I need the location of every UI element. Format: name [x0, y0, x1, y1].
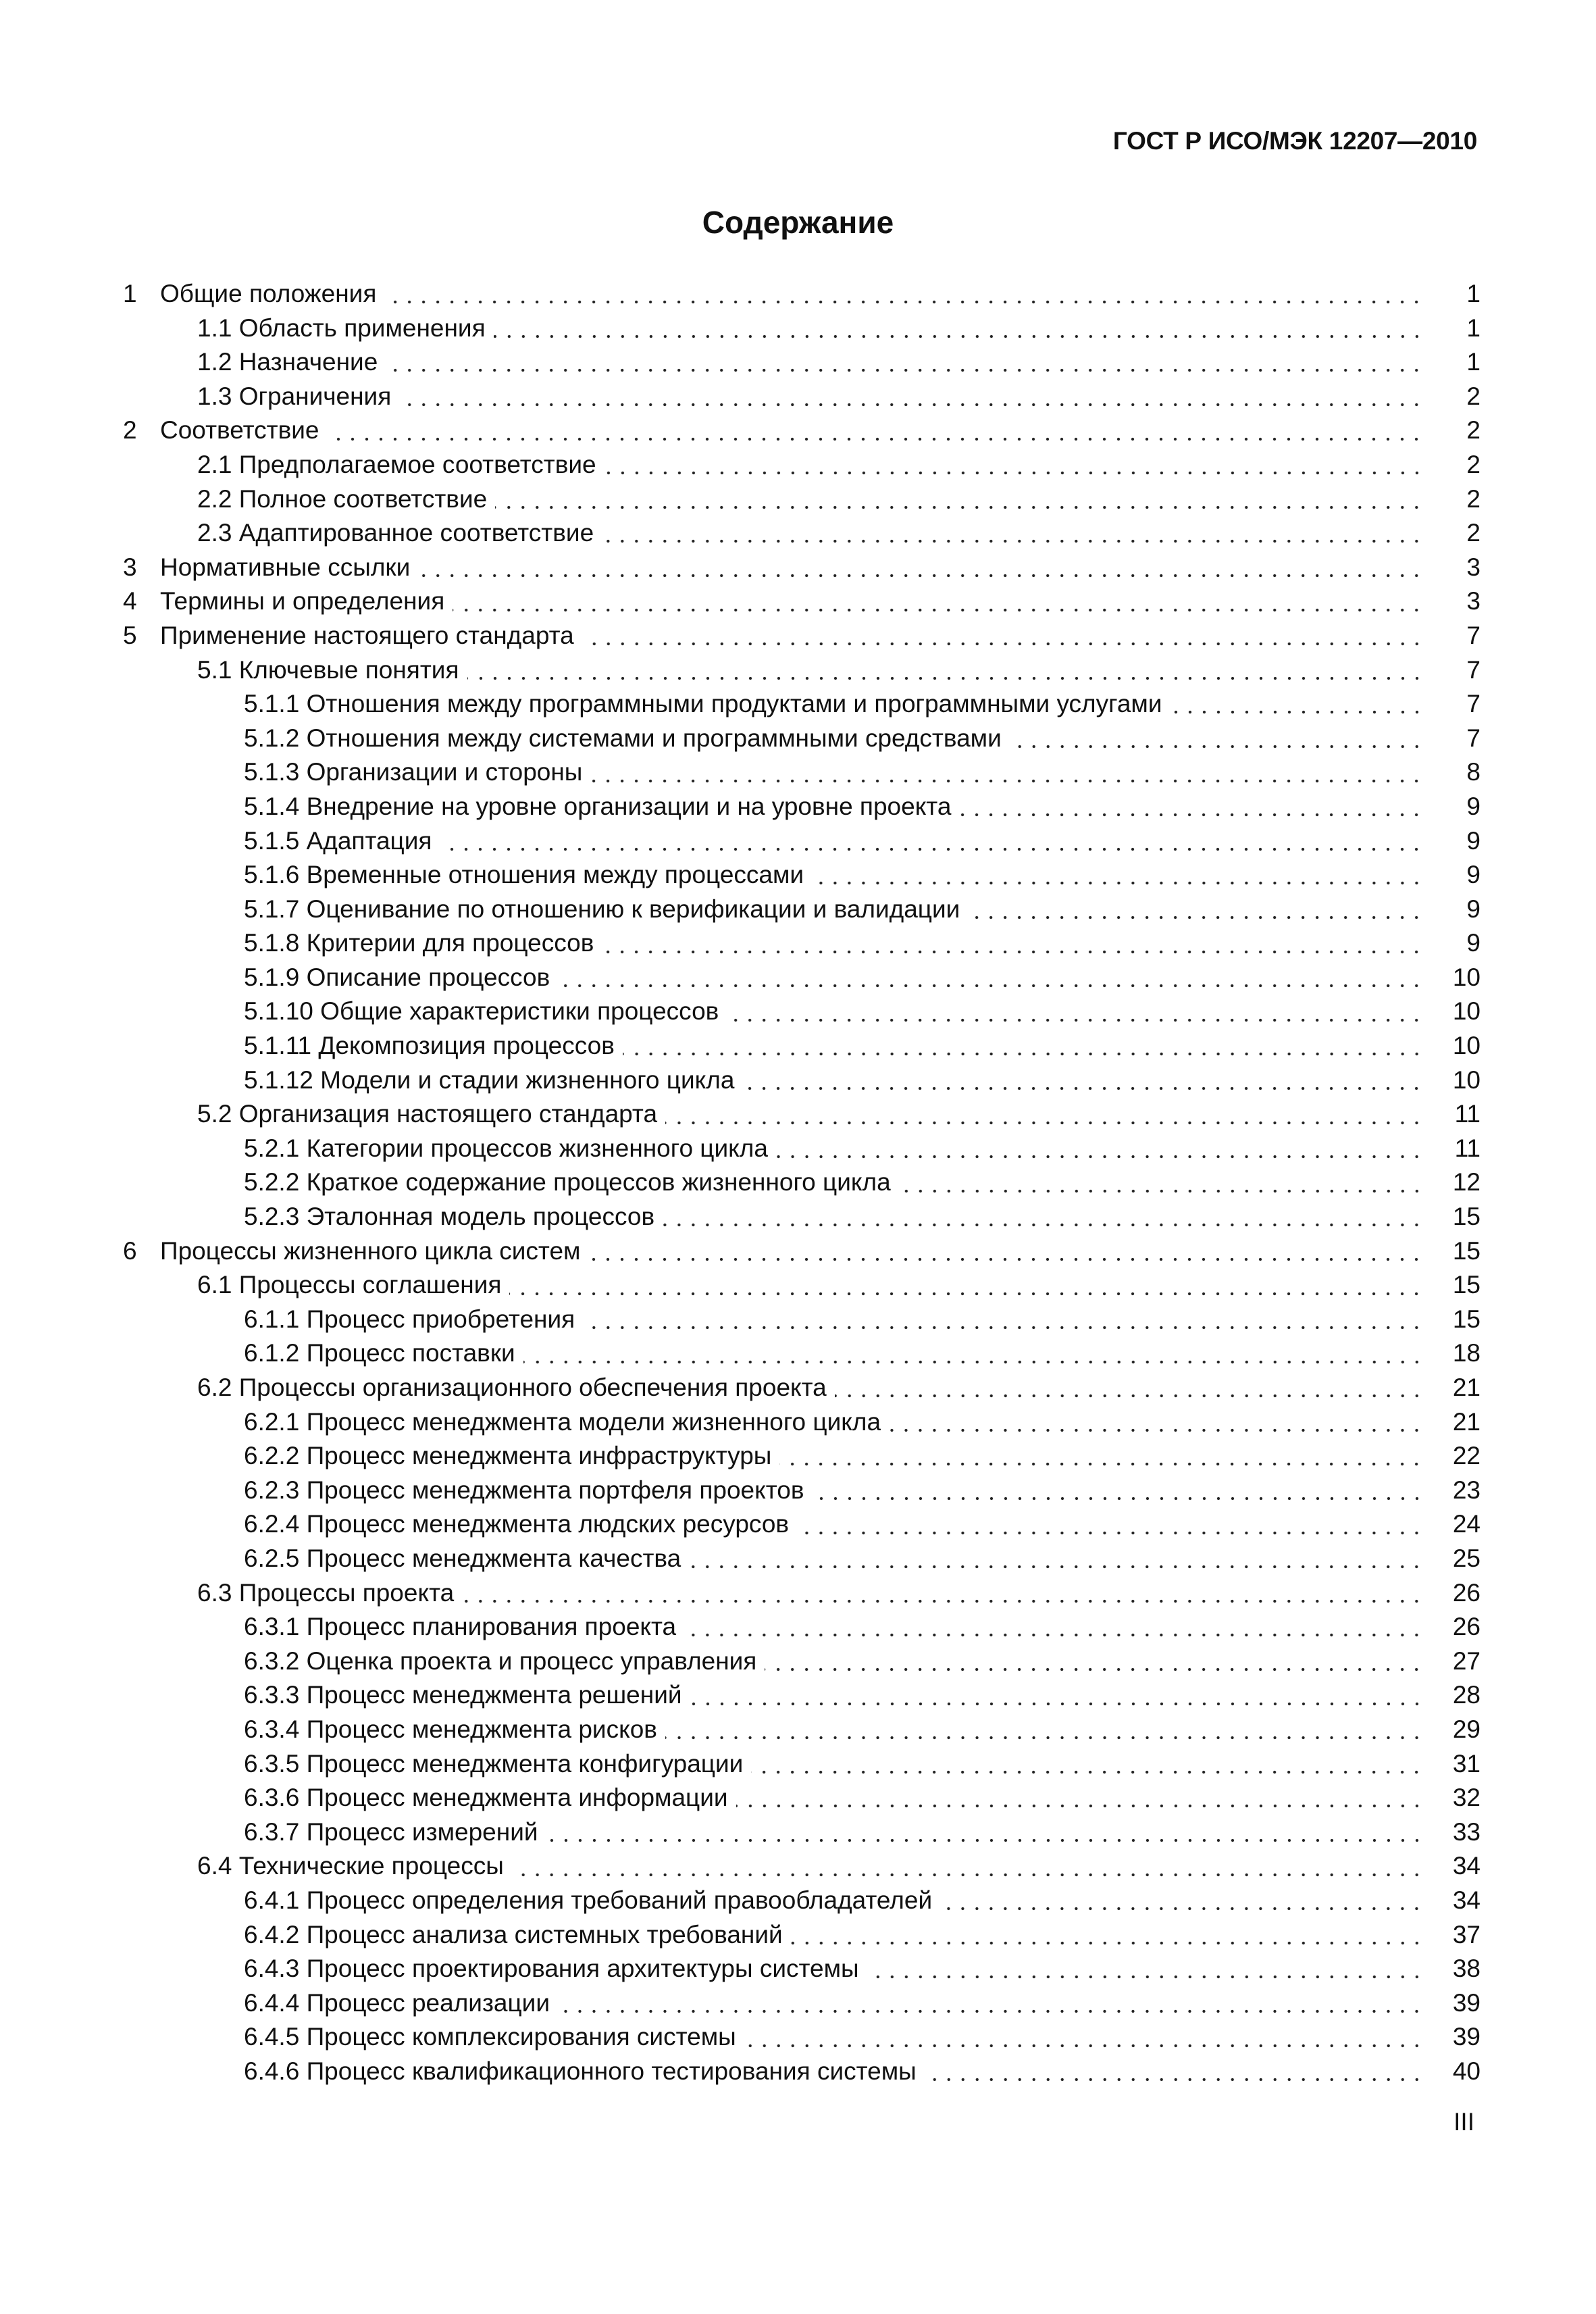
toc-page-number: 29 [1452, 1715, 1481, 1743]
dot-leader [523, 1359, 1424, 1365]
toc-page-number: 9 [1466, 861, 1481, 889]
toc-entry[interactable] [123, 653, 1481, 688]
toc-page-number: 34 [1452, 1886, 1481, 1914]
toc-entry-title: 5.1.5 Адаптация [244, 826, 432, 855]
dot-leader [509, 1291, 1424, 1297]
toc-entry-title: 5.1.11 Декомпозиция процессов [244, 1032, 615, 1060]
toc-page-number: 21 [1452, 1407, 1481, 1436]
toc-page-number: 8 [1466, 758, 1481, 786]
toc-entry-title: 5.2.2 Краткое содержание процессов жизненного цикла [244, 1168, 891, 1197]
dot-leader [546, 1838, 1424, 1843]
toc-entry-title: Нормативные ссылки [160, 553, 411, 581]
toc-entry-title: 6.1 Процессы соглашения [197, 1271, 502, 1299]
dot-leader [440, 847, 1424, 852]
toc-entry[interactable] [123, 722, 1481, 756]
toc-page-number: 23 [1452, 1476, 1481, 1504]
toc-entry[interactable] [123, 1849, 1481, 1884]
page-number: III [1453, 2108, 1474, 2136]
dot-leader [776, 1154, 1424, 1159]
toc-entry[interactable] [123, 2055, 1481, 2089]
dot-leader [590, 778, 1424, 784]
dot-leader [512, 1872, 1424, 1878]
dot-leader [689, 1564, 1424, 1569]
dot-leader [327, 436, 1424, 442]
toc-entry[interactable] [123, 277, 1481, 311]
dot-leader [604, 470, 1424, 476]
toc-entry[interactable] [123, 858, 1481, 892]
toc-entry-title: 6.4.2 Процесс анализа системных требований [244, 1920, 783, 1948]
toc-entry-title: 2.3 Адаптированное соответствие [197, 519, 594, 547]
dot-leader [835, 1393, 1424, 1399]
toc-entry[interactable] [123, 1542, 1481, 1576]
toc-entry-title: 6.4.4 Процесс реализации [244, 1988, 550, 2017]
dot-leader [384, 299, 1424, 305]
toc-page-number: 2 [1466, 450, 1481, 478]
toc-entry-title: 6.4.1 Процесс определения требований правообладателей [244, 1886, 933, 1914]
toc-entry-title: 6.4.3 Процесс проектирования архитектуры системы [244, 1955, 859, 1983]
toc-page-number: 3 [1466, 587, 1481, 615]
toc-page-number: 15 [1452, 1305, 1481, 1333]
toc-page-number: 21 [1452, 1374, 1481, 1401]
toc-entry[interactable] [123, 2020, 1481, 2055]
dot-leader [684, 1632, 1424, 1638]
toc-entry[interactable] [123, 619, 1481, 653]
toc-entry[interactable] [123, 1644, 1481, 1679]
toc-entry-title: 6.3.7 Процесс измерений [244, 1817, 538, 1846]
dot-leader [623, 1051, 1424, 1057]
toc-entry-title: 5.1.9 Описание процессов [244, 963, 550, 991]
toc-entry[interactable] [123, 413, 1481, 448]
toc-page-number: 31 [1452, 1749, 1481, 1778]
toc-entry-title: 6.4.6 Процесс квалификационного тестирования системы [244, 2057, 917, 2085]
toc-entry-title: Термины и определения [160, 587, 445, 615]
toc-entry-title: 6.3.2 Оценка проекта и процесс управления [244, 1646, 757, 1675]
toc-page-number: 10 [1452, 997, 1481, 1026]
toc-entry[interactable] [123, 1884, 1481, 1918]
toc-page-number: 10 [1452, 1032, 1481, 1060]
dot-leader [386, 368, 1424, 373]
toc-page-number: 39 [1452, 2023, 1481, 2051]
toc-entry[interactable] [123, 551, 1481, 585]
dot-leader [690, 1701, 1424, 1707]
toc-entry-title: 6.2.4 Процесс менеджмента людских ресурсов [244, 1510, 790, 1538]
dot-leader [494, 334, 1424, 339]
toc-entry-title: 5.1 Ключевые понятия [197, 655, 459, 684]
dot-leader [665, 1735, 1424, 1740]
dot-leader [744, 2043, 1424, 2048]
dot-leader [588, 1257, 1424, 1262]
toc-entry-title: 5.1.4 Внедрение на уровне организации и на уровне проекта [244, 792, 952, 820]
toc-entry-title: 5.2.3 Эталонная модель процессов [244, 1203, 655, 1231]
dot-leader [736, 1803, 1424, 1809]
dot-leader [602, 538, 1424, 544]
toc-entry-title: 6.2.1 Процесс менеджмента модели жизненного цикла [244, 1407, 881, 1436]
toc-page-number: 24 [1452, 1510, 1481, 1538]
toc-page-number: 9 [1466, 792, 1481, 820]
toc-entry-title: 1.3 Ограничения [197, 382, 392, 410]
dot-leader [453, 607, 1424, 613]
toc-entry-title: 5.1.6 Временные отношения между процессами [244, 861, 804, 889]
toc-page-number: 9 [1466, 826, 1481, 855]
toc-entry[interactable] [123, 1165, 1481, 1200]
toc-entry[interactable] [123, 1336, 1481, 1371]
toc-entry[interactable] [123, 1747, 1481, 1782]
toc-entry[interactable] [123, 516, 1481, 551]
dot-leader [925, 2077, 1424, 2082]
toc-page-number: 25 [1452, 1544, 1481, 1572]
toc-entry[interactable] [123, 1986, 1481, 2021]
toc-entry-title: 6.1.2 Процесс поставки [244, 1339, 515, 1367]
toc-entry[interactable] [123, 1610, 1481, 1644]
toc-page-number: 7 [1466, 621, 1481, 649]
dot-leader [765, 1667, 1424, 1672]
toc-page-number: 40 [1452, 2057, 1481, 2085]
dot-leader [467, 676, 1424, 681]
toc-entry-title: 5.1.12 Модели и стадии жизненного цикла [244, 1065, 735, 1094]
toc-entry-title: 1.2 Назначение [197, 348, 378, 376]
dot-leader [399, 402, 1424, 407]
toc-entry-title: 6.3.3 Процесс менеджмента решений [244, 1681, 682, 1709]
toc-page-number: 7 [1466, 724, 1481, 752]
toc-entry[interactable] [123, 1200, 1481, 1234]
toc-entry[interactable] [123, 1507, 1481, 1542]
toc-entry-title: Соответствие [160, 416, 319, 445]
toc-page-number: 2 [1466, 416, 1481, 445]
dot-leader [582, 641, 1424, 647]
toc-page-number: 12 [1452, 1168, 1481, 1197]
toc-page-number: 3 [1466, 553, 1481, 581]
toc-entry[interactable] [123, 961, 1481, 995]
toc-entry-title: 5.2.1 Категории процессов жизненного цикла [244, 1134, 768, 1162]
toc-page-number: 1 [1466, 313, 1481, 342]
toc-entry[interactable] [123, 1952, 1481, 1986]
toc-entry-title: 6.3.5 Процесс менеджмента конфигурации [244, 1749, 744, 1778]
toc-page-number: 15 [1452, 1203, 1481, 1231]
dot-leader [727, 1017, 1424, 1023]
toc-entry[interactable] [123, 1268, 1481, 1303]
toc-entry[interactable] [123, 1576, 1481, 1611]
dot-leader [812, 880, 1424, 886]
toc-page-number: 1 [1466, 348, 1481, 376]
toc-entry[interactable] [123, 1713, 1481, 1747]
toc-page-number: 28 [1452, 1681, 1481, 1709]
toc-entry[interactable] [123, 1474, 1481, 1508]
toc-entry[interactable] [123, 584, 1481, 619]
dot-leader [495, 505, 1424, 510]
toc-page-number: 9 [1466, 895, 1481, 923]
dot-leader [899, 1188, 1424, 1194]
toc-entry-title: 6.3.1 Процесс планирования проекта [244, 1613, 677, 1641]
dot-leader [751, 1769, 1424, 1775]
dot-leader [665, 1120, 1424, 1126]
toc-entry-title: 5.1.3 Организации и стороны [244, 758, 583, 786]
toc-entry[interactable] [123, 1132, 1481, 1166]
toc-entry[interactable] [123, 995, 1481, 1029]
toc-page-number: 10 [1452, 963, 1481, 991]
toc-page-number: 39 [1452, 1988, 1481, 2017]
dot-leader [1170, 709, 1424, 715]
dot-leader [558, 2009, 1424, 2014]
toc-page-number: 22 [1452, 1442, 1481, 1470]
toc-entry[interactable] [123, 1781, 1481, 1815]
toc-chapter-number: 4 [123, 587, 137, 615]
toc-page-number: 33 [1452, 1817, 1481, 1846]
toc-entry-title: 6.4.5 Процесс комплексирования системы [244, 2023, 736, 2051]
toc-entry[interactable] [123, 1815, 1481, 1850]
dot-leader [602, 949, 1424, 955]
toc-entry-title: 6.3.6 Процесс менеджмента информации [244, 1784, 728, 1812]
dot-leader [940, 1906, 1424, 1911]
dot-leader [1010, 744, 1424, 749]
dot-leader [791, 1940, 1424, 1946]
toc-chapter-number: 1 [123, 280, 137, 307]
toc-entry[interactable] [123, 1097, 1481, 1132]
dot-leader [418, 573, 1424, 578]
dot-leader [663, 1222, 1424, 1228]
toc-entry-title: 5.1.7 Оценивание по отношению к верификации и валидации [244, 895, 960, 923]
toc-page-number: 38 [1452, 1955, 1481, 1983]
toc-entry[interactable] [123, 1234, 1481, 1269]
toc-entry-title: 5.1.8 Критерии для процессов [244, 929, 594, 957]
toc-page-number: 26 [1452, 1613, 1481, 1641]
toc-entry[interactable] [123, 790, 1481, 824]
dot-leader [558, 983, 1424, 988]
dot-leader [779, 1461, 1424, 1467]
table-of-contents [123, 277, 1481, 2088]
toc-entry[interactable] [123, 380, 1481, 414]
toc-entry-title: 2.1 Предполагаемое соответствие [197, 450, 596, 478]
toc-entry-title: 2.2 Полное соответствие [197, 484, 488, 513]
dot-leader [867, 1974, 1424, 1980]
toc-page-number: 7 [1466, 690, 1481, 718]
toc-entry-title: Процессы жизненного цикла систем [160, 1236, 581, 1265]
toc-entry[interactable] [123, 482, 1481, 517]
toc-entry-title: 1.1 Область применения [197, 313, 486, 342]
toc-entry[interactable] [123, 1371, 1481, 1405]
toc-entry-title: 5.1.1 Отношения между программными продуктами и программными услугами [244, 690, 1162, 718]
dot-leader [813, 1496, 1424, 1501]
toc-page-number: 2 [1466, 519, 1481, 547]
toc-entry[interactable] [123, 755, 1481, 790]
toc-page-number: 15 [1452, 1236, 1481, 1265]
toc-entry-title: 6.3.4 Процесс менеджмента рисков [244, 1715, 657, 1743]
toc-entry-title: 5.1.2 Отношения между системами и программными средствами [244, 724, 1002, 752]
toc-page-number: 2 [1466, 382, 1481, 410]
toc-page-number: 32 [1452, 1784, 1481, 1812]
toc-entry[interactable] [123, 926, 1481, 961]
toc-entry-title: 6.3 Процессы проекта [197, 1578, 455, 1607]
toc-chapter-number: 5 [123, 621, 137, 649]
toc-entry[interactable] [123, 1063, 1481, 1098]
toc-entry[interactable] [123, 1303, 1481, 1337]
page-title: Содержание [702, 205, 894, 240]
toc-page-number: 34 [1452, 1852, 1481, 1880]
toc-entry[interactable] [123, 345, 1481, 380]
toc-entry[interactable] [123, 1405, 1481, 1440]
toc-entry-title: 5.2 Организация настоящего стандарта [197, 1100, 658, 1128]
dot-leader [968, 915, 1424, 920]
toc-entry[interactable] [123, 448, 1481, 482]
toc-entry[interactable] [123, 892, 1481, 927]
toc-entry-title: Общие положения [160, 280, 377, 307]
dot-leader [797, 1530, 1424, 1536]
toc-page-number: 11 [1454, 1134, 1481, 1162]
toc-page-number: 2 [1466, 484, 1481, 513]
toc-entry[interactable] [123, 824, 1481, 859]
document-code-header: ГОСТ Р ИСО/МЭК 12207—2010 [1112, 127, 1477, 155]
toc-page-number: 15 [1452, 1271, 1481, 1299]
toc-entry[interactable] [123, 1439, 1481, 1474]
toc-entry-title: 6.1.1 Процесс приобретения [244, 1305, 575, 1333]
dot-leader [462, 1599, 1424, 1604]
toc-chapter-number: 3 [123, 553, 137, 581]
dot-leader [959, 812, 1424, 818]
dot-leader [889, 1428, 1424, 1433]
toc-entry-title: 6.2.5 Процесс менеджмента качества [244, 1544, 681, 1572]
toc-entry-title: 6.2.3 Процесс менеджмента портфеля проектов [244, 1476, 804, 1504]
toc-entry[interactable] [123, 1918, 1481, 1953]
toc-entry[interactable] [123, 687, 1481, 722]
toc-chapter-number: 6 [123, 1236, 137, 1265]
toc-page-number: 9 [1466, 929, 1481, 957]
toc-page-number: 1 [1466, 280, 1481, 307]
toc-entry[interactable] [123, 1678, 1481, 1713]
toc-page-number: 11 [1454, 1100, 1481, 1128]
toc-page-number: 7 [1466, 655, 1481, 684]
toc-entry-title: 5.1.10 Общие характеристики процессов [244, 997, 719, 1026]
toc-page-number: 10 [1452, 1065, 1481, 1094]
toc-entry-title: 6.2 Процессы организационного обеспечения проекта [197, 1374, 827, 1401]
toc-entry-title: 6.2.2 Процесс менеджмента инфраструктуры [244, 1442, 772, 1470]
toc-chapter-number: 2 [123, 416, 137, 445]
toc-page-number: 18 [1452, 1339, 1481, 1367]
toc-entry-title: Применение настоящего стандарта [160, 621, 574, 649]
toc-entry[interactable] [123, 1029, 1481, 1063]
dot-leader [583, 1325, 1424, 1330]
toc-entry[interactable] [123, 311, 1481, 346]
toc-entry-title: 6.4 Технические процессы [197, 1852, 504, 1880]
toc-page-number: 26 [1452, 1578, 1481, 1607]
toc-page-number: 27 [1452, 1646, 1481, 1675]
dot-leader [742, 1086, 1424, 1091]
toc-page-number: 37 [1452, 1920, 1481, 1948]
